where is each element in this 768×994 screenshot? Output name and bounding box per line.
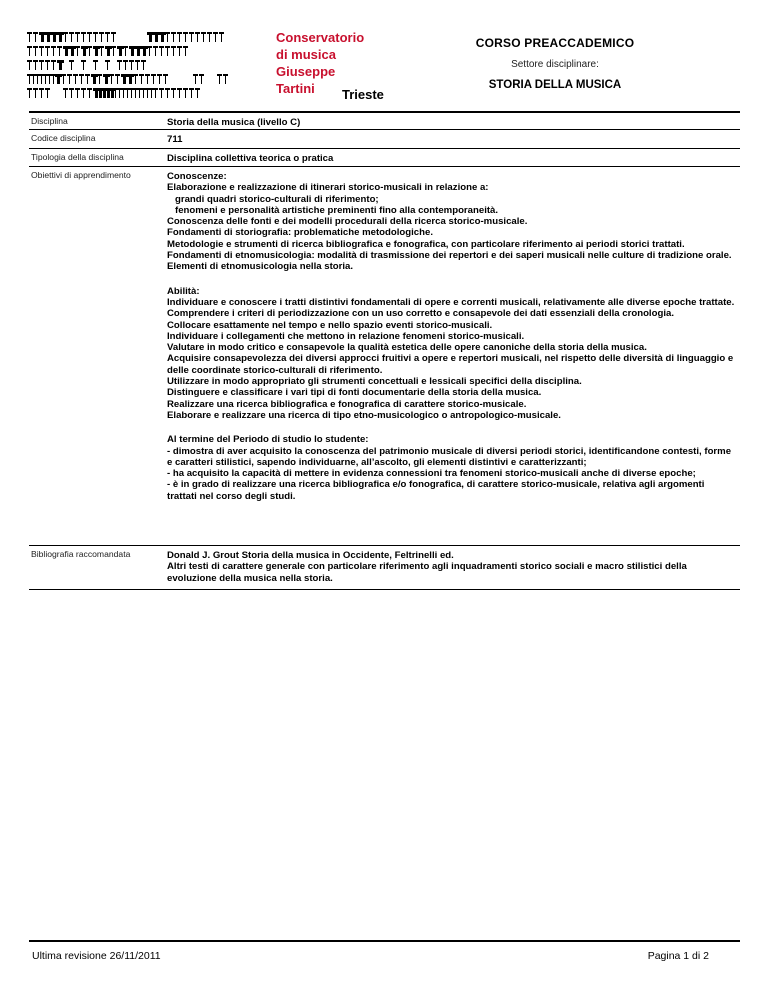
logo-bar bbox=[69, 60, 74, 70]
logo-bar bbox=[45, 32, 52, 42]
logo-bar bbox=[165, 88, 170, 98]
paragraph: Valutare in modo critico e consapevole la qualità estetica delle opere canoniche della storia della musica. bbox=[167, 342, 647, 354]
logo-bar bbox=[33, 60, 38, 70]
paragraph: - è in grado di realizzare una ricerca bibliografica e/o fonografica, di carattere storico-musicale, relativa agli argomenti trattati nel corso degli studi. bbox=[167, 479, 705, 502]
logo-bar bbox=[163, 74, 168, 84]
paragraph: - dimostra di aver acquisito la conoscenza del patrimonio musicale di diversi periodi storici, identificandone contesti, forme e caratteri stilistici, sapendo individuarne, all’ascolto, gli elementi distintivi e caratterizzanti; bbox=[167, 445, 732, 468]
logo-bar bbox=[27, 46, 32, 56]
conservatory-line: Conservatorio bbox=[276, 30, 365, 45]
logo-bar bbox=[189, 32, 194, 42]
logo-bar bbox=[195, 32, 200, 42]
logo-bar bbox=[27, 60, 32, 70]
paragraph: Acquisire consapevolezza dei diversi approcci fruitivi a opere e repertori musicali, nel rispetto delle diversità di linguaggio e delle coordinate storico-culturali di riferimento. bbox=[167, 353, 734, 376]
logo-bar bbox=[127, 74, 134, 84]
logo-bar bbox=[159, 46, 164, 56]
paragraph: Elaborazione e realizzazione di itinerari storico-musicali in relazione a: bbox=[167, 182, 489, 194]
logo-bar bbox=[135, 60, 140, 70]
paragraph: Distinguere e classificare i vari tipi di fonti documentarie della storia della musica. bbox=[167, 387, 542, 399]
logo-bar bbox=[111, 32, 116, 42]
row-value: 711 bbox=[167, 134, 183, 145]
logo-bar bbox=[207, 32, 212, 42]
logo-bar bbox=[109, 74, 114, 84]
logo-bar bbox=[123, 60, 128, 70]
paragraph: Comprendere i criteri di periodizzazione con un uso corretto e consapevole dei dati essenziali della cronologia. bbox=[167, 308, 674, 320]
logo-bar bbox=[85, 74, 90, 84]
section-heading: Al termine del Periodo di studio lo studente: bbox=[167, 434, 369, 446]
logo-bar bbox=[63, 32, 68, 42]
logo-bar bbox=[147, 32, 154, 42]
logo-bar bbox=[147, 46, 152, 56]
row-label: Codice disciplina bbox=[31, 133, 96, 143]
logo-bar bbox=[117, 60, 122, 70]
logo-bar bbox=[105, 46, 112, 56]
logo-bar bbox=[159, 32, 166, 42]
paragraph: Altri testi di carattere generale con particolare riferimento agli inquadramenti storico sociali e macro stilistici della evoluzione della musica nella storia. bbox=[167, 561, 687, 584]
logo-bar bbox=[165, 46, 170, 56]
logo-bar bbox=[81, 88, 86, 98]
row-codice bbox=[29, 129, 740, 148]
logo-bar bbox=[39, 32, 46, 42]
conservatory-line: di musica bbox=[276, 47, 336, 62]
logo-bar bbox=[57, 46, 62, 56]
logo-bar bbox=[105, 60, 110, 70]
logo-bar bbox=[183, 32, 188, 42]
logo-bar bbox=[39, 60, 44, 70]
logo-bar bbox=[111, 46, 116, 56]
logo-bar bbox=[219, 32, 224, 42]
logo-bar bbox=[33, 88, 38, 98]
logo-bar bbox=[75, 88, 80, 98]
paragraph: Individuare i collegamenti che mettono in relazione fenomeni storico-musicali. bbox=[167, 330, 525, 342]
logo-bar bbox=[183, 88, 188, 98]
paragraph: Elaborare e realizzare una ricerca di tipo etno-musicologico o antropologico-musicale. bbox=[167, 409, 561, 421]
paragraph: Utilizzare in modo appropriato gli strumenti concettuali e lessicali specifici della disciplina. bbox=[167, 376, 582, 388]
logo-bar bbox=[153, 32, 160, 42]
logo-bar bbox=[97, 74, 102, 84]
logo-bar bbox=[129, 60, 134, 70]
logo-bar bbox=[129, 46, 136, 56]
paragraph: Donald J. Grout Storia della musica in Occidente, Feltrinelli ed. bbox=[167, 550, 454, 561]
logo-bar bbox=[157, 74, 162, 84]
course-header bbox=[460, 36, 650, 91]
row-tipologia bbox=[29, 148, 740, 166]
logo-bar bbox=[39, 46, 44, 56]
logo-bar bbox=[99, 46, 104, 56]
logo-bar bbox=[63, 88, 68, 98]
logo-bar bbox=[51, 32, 58, 42]
logo-bar bbox=[61, 74, 66, 84]
page-number: Pagina 1 di 2 bbox=[647, 950, 709, 962]
paragraph: fenomeni e personalità artistiche preminenti fino alla contemporaneità. bbox=[175, 204, 499, 216]
logo-bar bbox=[153, 88, 158, 98]
paragraph: Metodologie e strumenti di ricerca bibliografica e fonografica, con particolare riferimento ai periodi storici trattati. bbox=[167, 238, 685, 250]
logo-bar bbox=[103, 74, 110, 84]
logo-bar bbox=[87, 46, 92, 56]
section-heading: Abilità: bbox=[167, 285, 200, 297]
page-footer bbox=[29, 940, 740, 962]
conservatory-line: Giuseppe bbox=[276, 64, 336, 79]
logo-bar bbox=[91, 74, 98, 84]
row-value: Storia della musica (livello C) bbox=[167, 117, 301, 128]
logo-bar bbox=[201, 32, 206, 42]
logo-bar bbox=[81, 32, 86, 42]
paragraph: grandi quadri storico-culturali di riferimento; bbox=[175, 193, 379, 205]
logo-bar bbox=[195, 88, 200, 98]
conservatory-logo-pattern bbox=[27, 30, 247, 100]
logo-bar bbox=[145, 74, 150, 84]
logo-bar bbox=[33, 32, 38, 42]
row-value bbox=[165, 167, 740, 545]
logo-bar bbox=[141, 60, 146, 70]
paragraph: - ha acquisito la capacità di mettere in evidenza connessioni tra fenomeni storico-musicali anche di diverse epoche; bbox=[167, 468, 696, 480]
logo-bar bbox=[27, 32, 32, 42]
row-disciplina bbox=[29, 111, 740, 129]
logo-bar bbox=[69, 32, 74, 42]
logo-bar bbox=[183, 46, 188, 56]
logo-bar bbox=[45, 46, 50, 56]
logo-bar bbox=[33, 46, 38, 56]
logo-bar bbox=[171, 32, 176, 42]
logo-bar bbox=[27, 88, 32, 98]
logo-bar bbox=[171, 88, 176, 98]
row-value bbox=[165, 546, 740, 589]
paragraph: Fondamenti di etnomusicologia: modalità di trasmissione dei repertori e dei saperi musicali nelle culture di tradizione orale. bbox=[167, 250, 732, 262]
row-label: Disciplina bbox=[31, 116, 68, 126]
logo-bar bbox=[213, 32, 218, 42]
logo-bar bbox=[165, 32, 170, 42]
logo-bar bbox=[189, 88, 194, 98]
logo-bar bbox=[177, 46, 182, 56]
paragraph: Elementi di etnomusicologia nella storia. bbox=[167, 261, 354, 273]
logo-bar bbox=[63, 46, 70, 56]
revision-date: Ultima revisione 26/11/2011 bbox=[32, 950, 161, 962]
logo-bar bbox=[177, 32, 182, 42]
logo-bar bbox=[87, 88, 92, 98]
logo-bar bbox=[139, 74, 144, 84]
paragraph: Collocare esattamente nel tempo e nello spazio eventi storico-musicali. bbox=[167, 319, 493, 331]
logo-bar bbox=[45, 88, 50, 98]
section-heading: Conoscenze: bbox=[167, 171, 227, 182]
row-label: Bibliografia raccomandata bbox=[31, 549, 131, 559]
logo-bar bbox=[117, 46, 124, 56]
logo-bar bbox=[159, 88, 164, 98]
logo-bar bbox=[105, 32, 110, 42]
logo-bar bbox=[57, 32, 64, 42]
paragraph: Realizzare una ricerca bibliografica e fonografica di carattere storico-musicale. bbox=[167, 398, 527, 410]
logo-bar bbox=[79, 74, 84, 84]
logo-bar bbox=[69, 46, 76, 56]
logo-bar bbox=[73, 74, 78, 84]
logo-bar bbox=[177, 88, 182, 98]
row-value: Disciplina collettiva teorica o pratica bbox=[167, 153, 334, 164]
logo-bar bbox=[93, 32, 98, 42]
logo-bar bbox=[51, 60, 56, 70]
logo-bar bbox=[171, 46, 176, 56]
logo-bar bbox=[151, 74, 156, 84]
paragraph: Individuare e conoscere i tratti distintivi fondamentali di opere e correnti musicali, relativamente alle diverse epoche trattate. bbox=[167, 296, 735, 308]
logo-bar bbox=[223, 74, 228, 84]
conservatory-city: Trieste bbox=[342, 87, 384, 102]
logo-bar bbox=[57, 60, 64, 70]
logo-bar bbox=[93, 46, 100, 56]
logo-bar bbox=[69, 88, 74, 98]
course-title: CORSO PREACCADEMICO bbox=[475, 36, 635, 50]
logo-bar bbox=[75, 46, 80, 56]
conservatory-line: Tartini bbox=[276, 81, 315, 96]
logo-bar bbox=[193, 74, 198, 84]
logo-bar bbox=[135, 46, 142, 56]
course-info-table bbox=[29, 111, 740, 590]
logo-bar bbox=[93, 60, 98, 70]
logo-bar bbox=[67, 74, 72, 84]
row-label: Tipologia della disciplina bbox=[31, 152, 124, 162]
logo-bar bbox=[81, 60, 86, 70]
paragraph: Fondamenti di storiografia: problematiche metodologiche. bbox=[167, 227, 433, 239]
row-label: Obiettivi di apprendimento bbox=[31, 170, 131, 180]
logo-bar bbox=[99, 32, 104, 42]
logo-bar bbox=[199, 74, 204, 84]
logo-bar bbox=[153, 46, 158, 56]
logo-bar bbox=[55, 74, 62, 84]
row-bibliografia bbox=[29, 545, 740, 590]
logo-bar bbox=[39, 88, 44, 98]
logo-bar bbox=[121, 74, 128, 84]
settore-label: Settore disciplinare: bbox=[511, 59, 599, 70]
logo-bar bbox=[81, 46, 88, 56]
logo-bar bbox=[115, 74, 120, 84]
logo-bar bbox=[123, 46, 128, 56]
row-obiettivi bbox=[29, 166, 740, 545]
logo-bar bbox=[45, 60, 50, 70]
logo-bar bbox=[141, 46, 148, 56]
logo-bar bbox=[133, 74, 138, 84]
subject-title: STORIA DELLA MUSICA bbox=[488, 79, 622, 91]
logo-bar bbox=[75, 32, 80, 42]
logo-bar bbox=[217, 74, 222, 84]
paragraph: Conoscenza delle fonti e dei modelli procedurali della ricerca storico-musicale. bbox=[167, 216, 528, 228]
logo-bar bbox=[87, 32, 92, 42]
logo-bar bbox=[51, 46, 56, 56]
